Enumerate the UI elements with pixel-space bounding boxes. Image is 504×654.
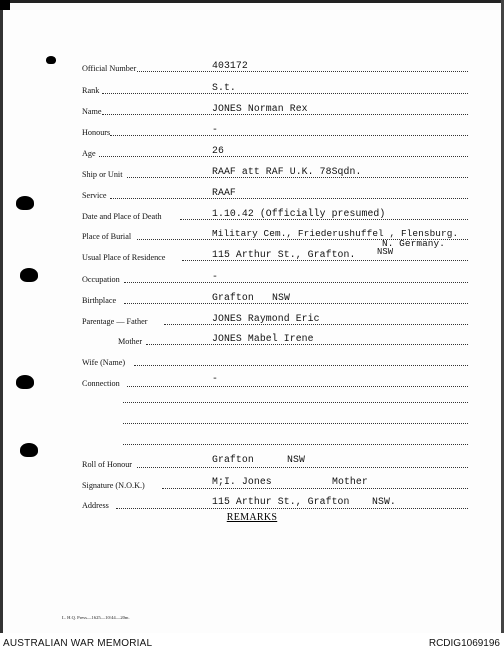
field-date-place-of-death	[82, 206, 468, 222]
punch-hole-mark	[46, 56, 56, 64]
dotted-line	[137, 467, 468, 468]
connection-line	[123, 392, 468, 403]
field-label: Rank	[82, 86, 100, 95]
dotted-line	[146, 344, 468, 345]
dotted-line	[127, 177, 468, 178]
field-value: NSW	[272, 292, 290, 303]
scan-border-top	[0, 0, 504, 3]
field-label: Honours	[82, 128, 111, 137]
field-signature	[82, 475, 468, 491]
archive-footer	[0, 633, 504, 654]
field-father	[82, 311, 468, 327]
dotted-line	[102, 93, 468, 94]
field-label: Date and Place of Death	[82, 212, 162, 221]
punch-hole-mark	[16, 196, 34, 210]
field-name	[82, 101, 468, 117]
field-label: Name	[82, 107, 102, 116]
field-value: JONES Mabel Irene	[212, 333, 314, 344]
field-label: Service	[82, 191, 107, 200]
field-value: JONES Norman Rex	[212, 103, 308, 114]
printer-imprint: L. H.Q. Press—1625—10/44—20m.	[62, 615, 130, 620]
field-occupation	[82, 269, 468, 285]
dotted-line	[137, 71, 468, 72]
field-honours	[82, 122, 468, 138]
field-label: Ship or Unit	[82, 170, 123, 179]
field-value: NSW	[287, 454, 305, 465]
field-birthplace	[82, 290, 468, 306]
field-label: Roll of Honour	[82, 460, 133, 469]
field-value: 26	[212, 145, 224, 156]
field-rank	[82, 80, 468, 96]
field-value: M;I. Jones	[212, 476, 272, 487]
dotted-line	[124, 282, 468, 283]
punch-hole-mark	[20, 443, 38, 457]
field-label: Address	[82, 501, 109, 510]
field-age	[82, 143, 468, 159]
field-value: NSW.	[372, 496, 396, 507]
field-value: Grafton	[212, 292, 254, 303]
field-label: Official Number	[82, 64, 137, 73]
field-label: Place of Burial	[82, 232, 132, 241]
field-label: Usual Place of Residence	[82, 253, 166, 262]
field-connection	[82, 373, 468, 389]
dotted-line	[164, 324, 468, 325]
scan-corner-mark	[0, 0, 10, 10]
field-value: N. Germany.	[382, 238, 445, 249]
field-label: Signature (N.O.K.)	[82, 481, 145, 490]
dotted-line	[110, 135, 468, 136]
field-value: 115 Arthur St., Grafton.	[212, 249, 356, 260]
field-value: Mother	[332, 476, 368, 487]
field-value: S.t.	[212, 82, 236, 93]
field-address	[82, 495, 468, 511]
dotted-line	[102, 114, 468, 115]
field-residence	[82, 247, 468, 263]
footer-source: AUSTRALIAN WAR MEMORIAL	[3, 638, 153, 649]
field-value: 403172	[212, 60, 248, 71]
dotted-line	[99, 156, 468, 157]
dotted-line	[127, 386, 468, 387]
field-value: Military Cem., Friederushuffel , Flensburg.	[212, 228, 459, 239]
field-value: NSW	[377, 247, 394, 257]
field-mother	[82, 331, 468, 347]
field-label: Wife (Name)	[82, 358, 126, 367]
field-value: JONES Raymond Eric	[212, 313, 320, 324]
dotted-line	[116, 508, 468, 509]
field-wife	[82, 352, 468, 368]
dotted-line	[124, 303, 468, 304]
connection-line	[123, 434, 468, 445]
field-value: -	[212, 271, 218, 282]
dotted-line	[134, 365, 468, 366]
field-service	[82, 185, 468, 201]
field-value: RAAF	[212, 187, 236, 198]
dotted-line	[162, 488, 468, 489]
field-ship-or-unit	[82, 164, 468, 180]
field-label: Connection	[82, 379, 120, 388]
dotted-line	[180, 219, 468, 220]
field-label: Occupation	[82, 275, 120, 284]
field-value: -	[212, 124, 218, 135]
field-official-number	[82, 58, 468, 74]
scan-border-left	[0, 0, 3, 633]
dotted-line	[110, 198, 468, 199]
connection-line	[123, 413, 468, 424]
field-value: RAAF att RAF U.K. 78Sqdn.	[212, 166, 362, 177]
field-label: Parentage — Father	[82, 317, 148, 326]
field-label: Age	[82, 149, 96, 158]
field-value: -	[212, 373, 218, 384]
field-label: Mother	[118, 337, 143, 346]
field-value: 115 Arthur St., Grafton	[212, 496, 350, 507]
footer-record-id: RCDIG1069196	[428, 638, 500, 649]
field-value: 1.10.42 (Officially presumed)	[212, 208, 386, 219]
remarks-heading	[0, 512, 504, 523]
punch-hole-mark	[20, 268, 38, 282]
punch-hole-mark	[16, 375, 34, 389]
field-value: Grafton	[212, 454, 254, 465]
field-label: Birthplace	[82, 296, 117, 305]
remarks-heading-text: REMARKS	[226, 512, 278, 523]
field-roll-of-honour	[82, 454, 468, 470]
dotted-line	[182, 260, 468, 261]
